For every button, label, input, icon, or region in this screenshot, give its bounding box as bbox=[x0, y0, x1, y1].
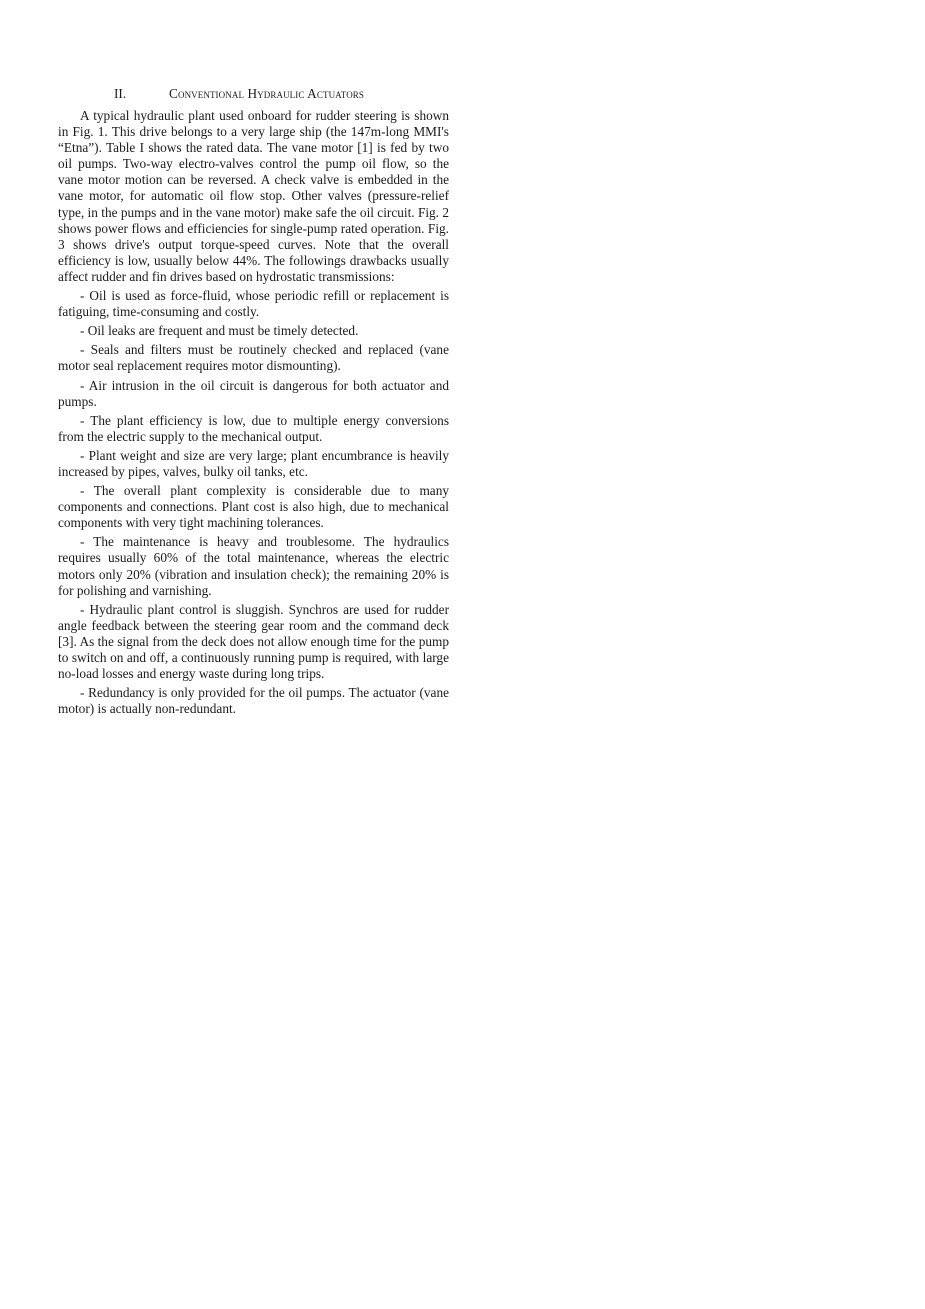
intro-paragraph: A typical hydraulic plant used onboard for rudder steering is shown in Fig. 1. This drive belongs to a very large ship (the 147m-long MMI's “Etna”). Table I shows the rated data. The vane motor [1] is fed by two oil pumps. Two-way electro-valves control the pump oil flow, so the vane motor motion can be reversed. A check valve is embedded in the vane motor, for automatic oil flow stop. Other valves (pressure-relief type, in the pumps and in the vane motor) make safe the oil circuit. Fig. 2 shows power flows and efficiencies for single-pump rated operation. Fig. 3 shows drive's output torque-speed curves. Note that the overall efficiency is low, usually below 44%. The followings drawbacks usually affect rudder and fin drives based on hydrostatic transmissions: bbox=[58, 108, 449, 284]
drawback-item: - Oil leaks are frequent and must be timely detected. bbox=[80, 323, 359, 339]
drawback-item: - Redundancy is only provided for the oil pumps. The actuator (vane motor) is actually non-redundant. bbox=[58, 685, 449, 717]
drawback-item: - Oil is used as force-fluid, whose periodic refill or replacement is fatiguing, time-consuming and costly. bbox=[58, 288, 449, 320]
section-number: II. bbox=[114, 86, 127, 101]
drawback-item: - Air intrusion in the oil circuit is dangerous for both actuator and pumps. bbox=[58, 377, 449, 409]
drawback-item: - Hydraulic plant control is sluggish. Synchros are used for rudder angle feedback between the steering gear room and the command deck [3]. As the signal from the deck does not allow enough time for the pump to switch on and off, a continuously running pump is required, with large no-load losses and energy waste during long trips. bbox=[58, 601, 449, 682]
section-title: Conventional Hydraulic Actuators bbox=[169, 86, 365, 101]
drawback-item: - The overall plant complexity is considerable due to many components and connections. Plant cost is also high, due to mechanical components with very tight machining tolerances. bbox=[58, 483, 449, 531]
section-heading bbox=[58, 86, 449, 104]
drawback-item: - The plant efficiency is low, due to multiple energy conversions from the electric supply to the mechanical output. bbox=[58, 412, 449, 444]
drawback-item: - The maintenance is heavy and troublesome. The hydraulics requires usually 60% of the total maintenance, whereas the electric motors only 20% (vibration and insulation check); the remaining 20% is for polishing and varnishing. bbox=[58, 534, 449, 598]
text-column bbox=[58, 86, 449, 720]
drawback-item: - Seals and filters must be routinely checked and replaced (vane motor seal replacement requires motor dismounting). bbox=[58, 342, 449, 374]
drawback-item: - Plant weight and size are very large; plant encumbrance is heavily increased by pipes, valves, bulky oil tanks, etc. bbox=[58, 447, 449, 479]
